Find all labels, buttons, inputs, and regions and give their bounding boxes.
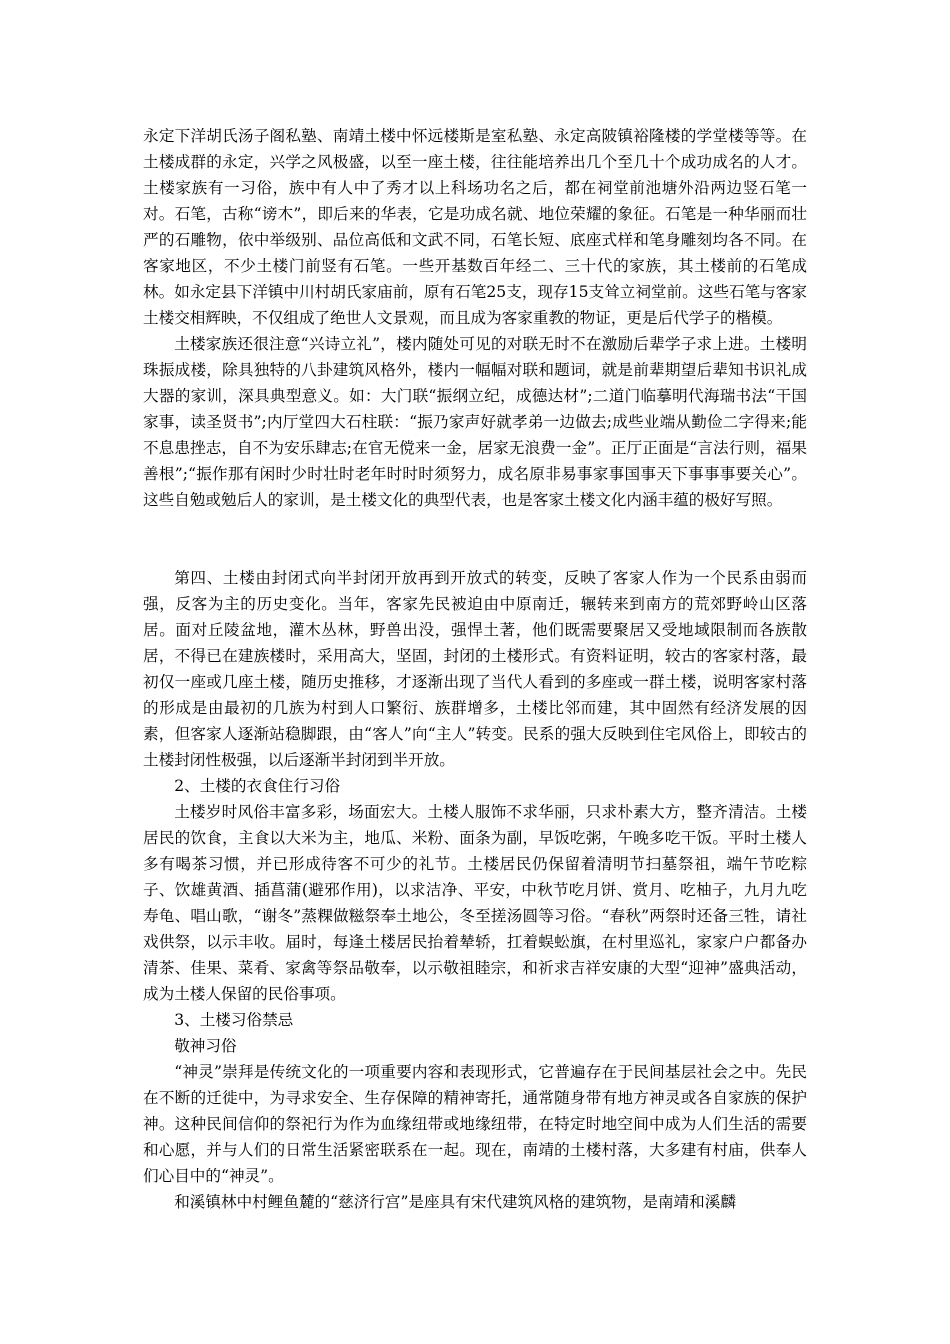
section-heading-customs: 2、土楼的衣食住行习俗 [174,777,341,795]
section-heading-taboos: 3、土楼习俗禁忌 [174,1011,294,1029]
subheading-worship: 敬神习俗 [174,1037,237,1055]
paragraph-fourth-point: 第四、土楼由封闭式向半封闭开放再到开放式的转变，反映了客家人作为一个民系由弱而强，反客为主的历史变化。当年，客家先民被迫由中原南迁，辗转来到南方的荒郊野岭山区落居。面对丘陵盆地，灌木丛林，野兽出没，强悍土著，他们既需要聚居又受地域限制而各族散居，不得已在建族楼时，采用高大，坚固，封闭的土楼形式。有资料证明，较古的客家村落，最初仅一座或几座土楼，随历史推移，才逐渐出现了当代人看到的多座或一群土楼，说明客家村落的形成是由最初的几族为村到人口繁衍、族群增多，土楼比邻而建，其中固然有经济发展的因素，但客家人逐渐站稳脚跟，由“客人”向“主人”转变。民系的强大反映到住宅风俗上，即较古的土楼封闭性极强，以后逐渐半封闭到半开放。 [143,569,807,769]
document-body [143,123,807,1215]
paragraph-seasonal-customs: 土楼岁时风俗丰富多彩，场面宏大。土楼人服饰不求华丽，只求朴素大方，整齐清洁。土楼居民的饮食，主食以大米为主，地瓜、米粉、面条为副，早饭吃粥，午晚多吃干饭。平时土楼人多有喝茶习惯，并已形成待客不可少的礼节。土楼居民仍保留着清明节扫墓祭祖，端午节吃粽子、饮雄黄酒、插菖蒲(避邪作用)，以求洁净、平安，中秋节吃月饼、赏月、吃柚子，九月九吃寿龟、唱山歌，“谢冬”蒸粿做糍祭奉土地公，冬至搓汤圆等习俗。“春秋”两祭时还备三牲，请社戏供祭，以示丰收。届时，每逢土楼居民抬着辇轿，扛着蜈蚣旗，在村里巡礼，家家户户都备办清茶、佳果、菜肴、家禽等祭品敬奉，以示敬祖睦宗，和祈求吉祥安康的大型“迎神”盛典活动，成为土楼人保留的民俗事项。 [143,803,807,1003]
paragraph-cijixinggong: 和溪镇林中村鲤鱼麓的“慈济行宫”是座具有宋代建筑风格的建筑物，是南靖和溪麟 [174,1193,736,1211]
paragraph-gap [143,513,807,565]
paragraph-school-stone-pens: 永定下洋胡氏汤子阁私塾、南靖土楼中怀远楼斯是室私塾、永定高陂镇裕隆楼的学堂楼等等。在土楼成群的永定，兴学之风极盛，以至一座土楼，往往能培养出几个至几十个成功成名的人才。土楼家族有一习俗，族中有人中了秀才以上科场功名之后，都在祠堂前池塘外沿两边竖石笔一对。石笔，古称“谤木”，即后来的华表，它是功成名就、地位荣耀的象征。石笔是一种华丽而壮严的石雕物，依中举级别、品位高低和文武不同，石笔长短、底座式样和笔身雕刻均各不同。在客家地区，不少土楼门前竖有石笔。一些开基数百年经二、三十代的家族，其土楼前的石笔成林。如永定县下洋镇中川村胡氏家庙前，原有石笔25支，现存15支耸立祠堂前。这些石笔与客家土楼交相辉映，不仅组成了绝世人文景观，而且成为客家重教的物证，更是后代学子的楷模。 [143,127,807,327]
paragraph-deity-worship: “神灵”崇拜是传统文化的一项重要内容和表现形式，它普遍存在于民间基层社会之中。先民在不断的迁徙中，为寻求安全、生存保障的精神寄托，通常随身带有地方神灵或各自家族的保护神。这种民间信仰的祭祀行为作为血缘纽带或地缘纽带，在特定时地空间中成为人们生活的需要和心愿，并与人们的日常生活紧密联系在一起。现在，南靖的土楼村落，大多建有村庙，供奉人们心目中的“神灵”。 [143,1063,807,1185]
paragraph-couplets: 土楼家族还很注意“兴诗立礼”，楼内随处可见的对联无时不在激励后辈学子求上进。土楼明珠振成楼，除具独特的八卦建筑风格外，楼内一幅幅对联和题词，就是前辈期望后辈知书识礼成大器的家训，深具典型意义。如：大门联“振纲立纪，成德达材”;二道门临摹明代海瑞书法“干国家事，读圣贤书”;内厅堂四大石柱联：“振乃家声好就孝弟一边做去;成些业端从勤俭二字得来;能不息患挫志，自不为安乐肆志;在官无傥来一金，居家无浪费一金”。正厅正面是“言法行则，福果善根”;“振作那有闲时少时壮时老年时时时须努力，成名原非易事家事国事天下事事事要关心”。这些自勉或勉后人的家训，是土楼文化的典型代表，也是客家土楼文化内涵丰蕴的极好写照。 [143,335,807,509]
